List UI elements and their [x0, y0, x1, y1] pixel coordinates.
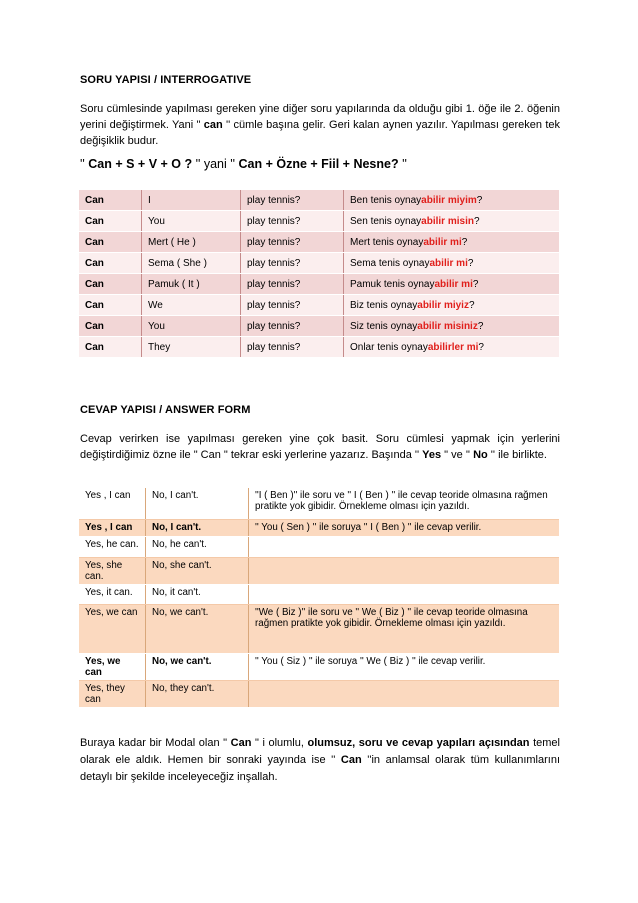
question-mark: ? — [467, 257, 474, 269]
translation-stem: Ben tenis oynay — [350, 194, 422, 206]
short-yes-cell: Yes , I can — [79, 488, 146, 520]
formula-end: '' — [398, 157, 407, 171]
table-row — [79, 274, 559, 295]
translation-suffix-highlight: abilir misin — [421, 215, 474, 227]
note-cell — [249, 681, 560, 708]
modal-cell: Can — [79, 190, 142, 211]
verb-cell: play tennis? — [241, 274, 344, 295]
translation-suffix-highlight: abilir mi — [423, 236, 462, 248]
short-yes-cell: Yes, we can — [79, 605, 146, 654]
short-no-cell: No, I can't. — [146, 520, 249, 537]
formula-line — [80, 157, 407, 171]
verb-cell: play tennis? — [241, 337, 344, 358]
answer-table — [79, 488, 559, 708]
closing-text: " i olumlu, — [251, 737, 308, 749]
short-yes-cell: Yes, it can. — [79, 585, 146, 605]
table-row — [79, 211, 559, 232]
subject-cell: You — [142, 316, 241, 337]
note-cell — [249, 558, 560, 585]
table-row — [79, 232, 559, 253]
closing-bold: Can — [230, 737, 252, 749]
short-yes-cell: Yes, we can — [79, 654, 146, 681]
short-no-cell: No, they can't. — [146, 681, 249, 708]
question-mark: ? — [472, 278, 479, 290]
closing-paragraph — [80, 735, 560, 786]
table-row — [79, 316, 559, 337]
translation-cell — [344, 337, 560, 358]
modal-cell: Can — [79, 316, 142, 337]
formula-turkish: Can + Özne + Fiil + Nesne? — [238, 157, 399, 171]
paragraph-text: Soru cümlesinde yapılması gereken yine diğer soru yapılarında da olduğu gibi 1. öğe ile 2. öğenin yerini değiştirmek. Yani " — [80, 103, 560, 131]
short-no-cell: No, she can't. — [146, 558, 249, 585]
table-row — [79, 585, 559, 605]
verb-cell: play tennis? — [241, 295, 344, 316]
answer-paragraph — [80, 431, 560, 463]
verb-cell: play tennis? — [241, 316, 344, 337]
verb-cell: play tennis? — [241, 253, 344, 274]
translation-stem: Biz tenis oynay — [350, 299, 418, 311]
translation-stem: Mert tenis oynay — [350, 236, 424, 248]
paragraph-text: '' cümle başına gelir. Geri kalan aynen yazılır. Yapılması gereken tek değişiklik budur. — [80, 119, 561, 147]
translation-cell — [344, 295, 560, 316]
paragraph-bold-can: can — [203, 119, 223, 131]
short-no-cell: No, he can't. — [146, 537, 249, 558]
translation-cell — [344, 274, 560, 295]
translation-stem: Onlar tenis oynay — [350, 341, 428, 353]
question-mark: ? — [478, 341, 484, 353]
translation-stem: Siz tenis oynay — [350, 320, 418, 332]
translation-suffix-highlight: abilir miyim — [421, 194, 477, 206]
translation-cell — [344, 211, 560, 232]
subject-cell: You — [142, 211, 241, 232]
paragraph-bold-no: No — [473, 449, 488, 461]
verb-cell: play tennis? — [241, 211, 344, 232]
question-mark: ? — [473, 215, 480, 227]
closing-bold: olumsuz, soru ve cevap yapıları açısından — [307, 737, 530, 749]
table-row — [79, 654, 559, 681]
note-cell — [249, 537, 560, 558]
translation-suffix-highlight: abilir mi — [429, 257, 468, 269]
paragraph-text: " ve '' — [441, 449, 474, 461]
translation-stem: Pamuk tenis oynay — [350, 278, 435, 290]
subject-cell: Pamuk ( It ) — [142, 274, 241, 295]
question-mark: ? — [476, 194, 483, 206]
note-cell — [249, 585, 560, 605]
modal-cell: Can — [79, 295, 142, 316]
table-row — [79, 558, 559, 585]
subject-cell: Mert ( He ) — [142, 232, 241, 253]
translation-stem: Sen tenis oynay — [350, 215, 422, 227]
verb-cell: play tennis? — [241, 232, 344, 253]
note-cell: '' You ( Siz ) '' ile soruya '' We ( Biz ) '' ile cevap verilir. — [249, 654, 560, 681]
translation-cell — [344, 232, 560, 253]
modal-cell: Can — [79, 211, 142, 232]
closing-text: Buraya kadar bir Modal olan " — [80, 737, 231, 749]
table-row — [79, 190, 559, 211]
formula-mid: '' yani '' — [192, 157, 239, 171]
paragraph-bold-yes: Yes — [422, 449, 442, 461]
interrogative-heading: SORU YAPISI / INTERROGATIVE — [80, 74, 252, 86]
closing-text: temel olarak ele aldık. Hemen bir sonraki yayında ise '' — [80, 737, 560, 766]
closing-text: ''in anlamsal olarak tüm kullanımlarını detaylı bir şekilde inceleyeceğiz inşallah. — [80, 754, 561, 783]
closing-bold: Can — [340, 754, 362, 766]
short-yes-cell: Yes, she can. — [79, 558, 146, 585]
translation-suffix-highlight: abilirler mi — [427, 341, 479, 353]
note-cell: ''We ( Biz )'' ile soru ve '' We ( Biz ) '' ile cevap teoride olmasına rağmen pratikte yok gibidir. Örnekleme olması için yazıldı. — [249, 605, 560, 654]
short-no-cell: No, we can't. — [146, 605, 249, 654]
question-mark: ? — [468, 299, 475, 311]
answer-heading: CEVAP YAPISI / ANSWER FORM — [80, 404, 251, 416]
subject-cell: I — [142, 190, 241, 211]
paragraph-text: Cevap verirken ise yapılması gereken yine çok basit. Soru cümlesi yapmak için yerlerini değiştirdiğimiz özne ile " Can " tekrar eski yerlerine yazarız. Başında '' — [80, 433, 560, 461]
table-row — [79, 681, 559, 708]
translation-suffix-highlight: abilir misiniz — [417, 320, 478, 332]
modal-cell: Can — [79, 253, 142, 274]
subject-cell: Sema ( She ) — [142, 253, 241, 274]
modal-cell: Can — [79, 337, 142, 358]
note-cell: ''I ( Ben )'' ile soru ve '' I ( Ben ) '' ile cevap teoride olmasına rağmen pratikte yok gibidir. Örnekleme olması için yazıldı. — [249, 488, 560, 520]
translation-cell — [344, 253, 560, 274]
table-row — [79, 605, 559, 654]
formula-english: Can + S + V + O ? — [88, 157, 193, 171]
table-row — [79, 253, 559, 274]
table-row — [79, 537, 559, 558]
short-yes-cell: Yes, they can — [79, 681, 146, 708]
table-row — [79, 520, 559, 537]
short-no-cell: No, I can't. — [146, 488, 249, 520]
translation-suffix-highlight: abilir mi — [434, 278, 473, 290]
short-yes-cell: Yes , I can — [79, 520, 146, 537]
note-cell: '' You ( Sen ) '' ile soruya '' I ( Ben ) '' ile cevap verilir. — [249, 520, 560, 537]
translation-cell — [344, 316, 560, 337]
short-no-cell: No, it can't. — [146, 585, 249, 605]
paragraph-text: '' ile birlikte. — [487, 449, 547, 461]
subject-cell: They — [142, 337, 241, 358]
short-no-cell: No, we can't. — [146, 654, 249, 681]
question-mark: ? — [477, 320, 484, 332]
table-row — [79, 337, 559, 358]
formula-quote: '' — [80, 157, 89, 171]
translation-cell — [344, 190, 560, 211]
translation-suffix-highlight: abilir miyiz — [417, 299, 469, 311]
interrogative-table — [79, 190, 559, 358]
modal-cell: Can — [79, 232, 142, 253]
modal-cell: Can — [79, 274, 142, 295]
table-row — [79, 488, 559, 520]
table-row — [79, 295, 559, 316]
translation-stem: Sema tenis oynay — [350, 257, 430, 269]
question-mark: ? — [461, 236, 468, 248]
verb-cell: play tennis? — [241, 190, 344, 211]
interrogative-paragraph — [80, 101, 560, 149]
short-yes-cell: Yes, he can. — [79, 537, 146, 558]
subject-cell: We — [142, 295, 241, 316]
